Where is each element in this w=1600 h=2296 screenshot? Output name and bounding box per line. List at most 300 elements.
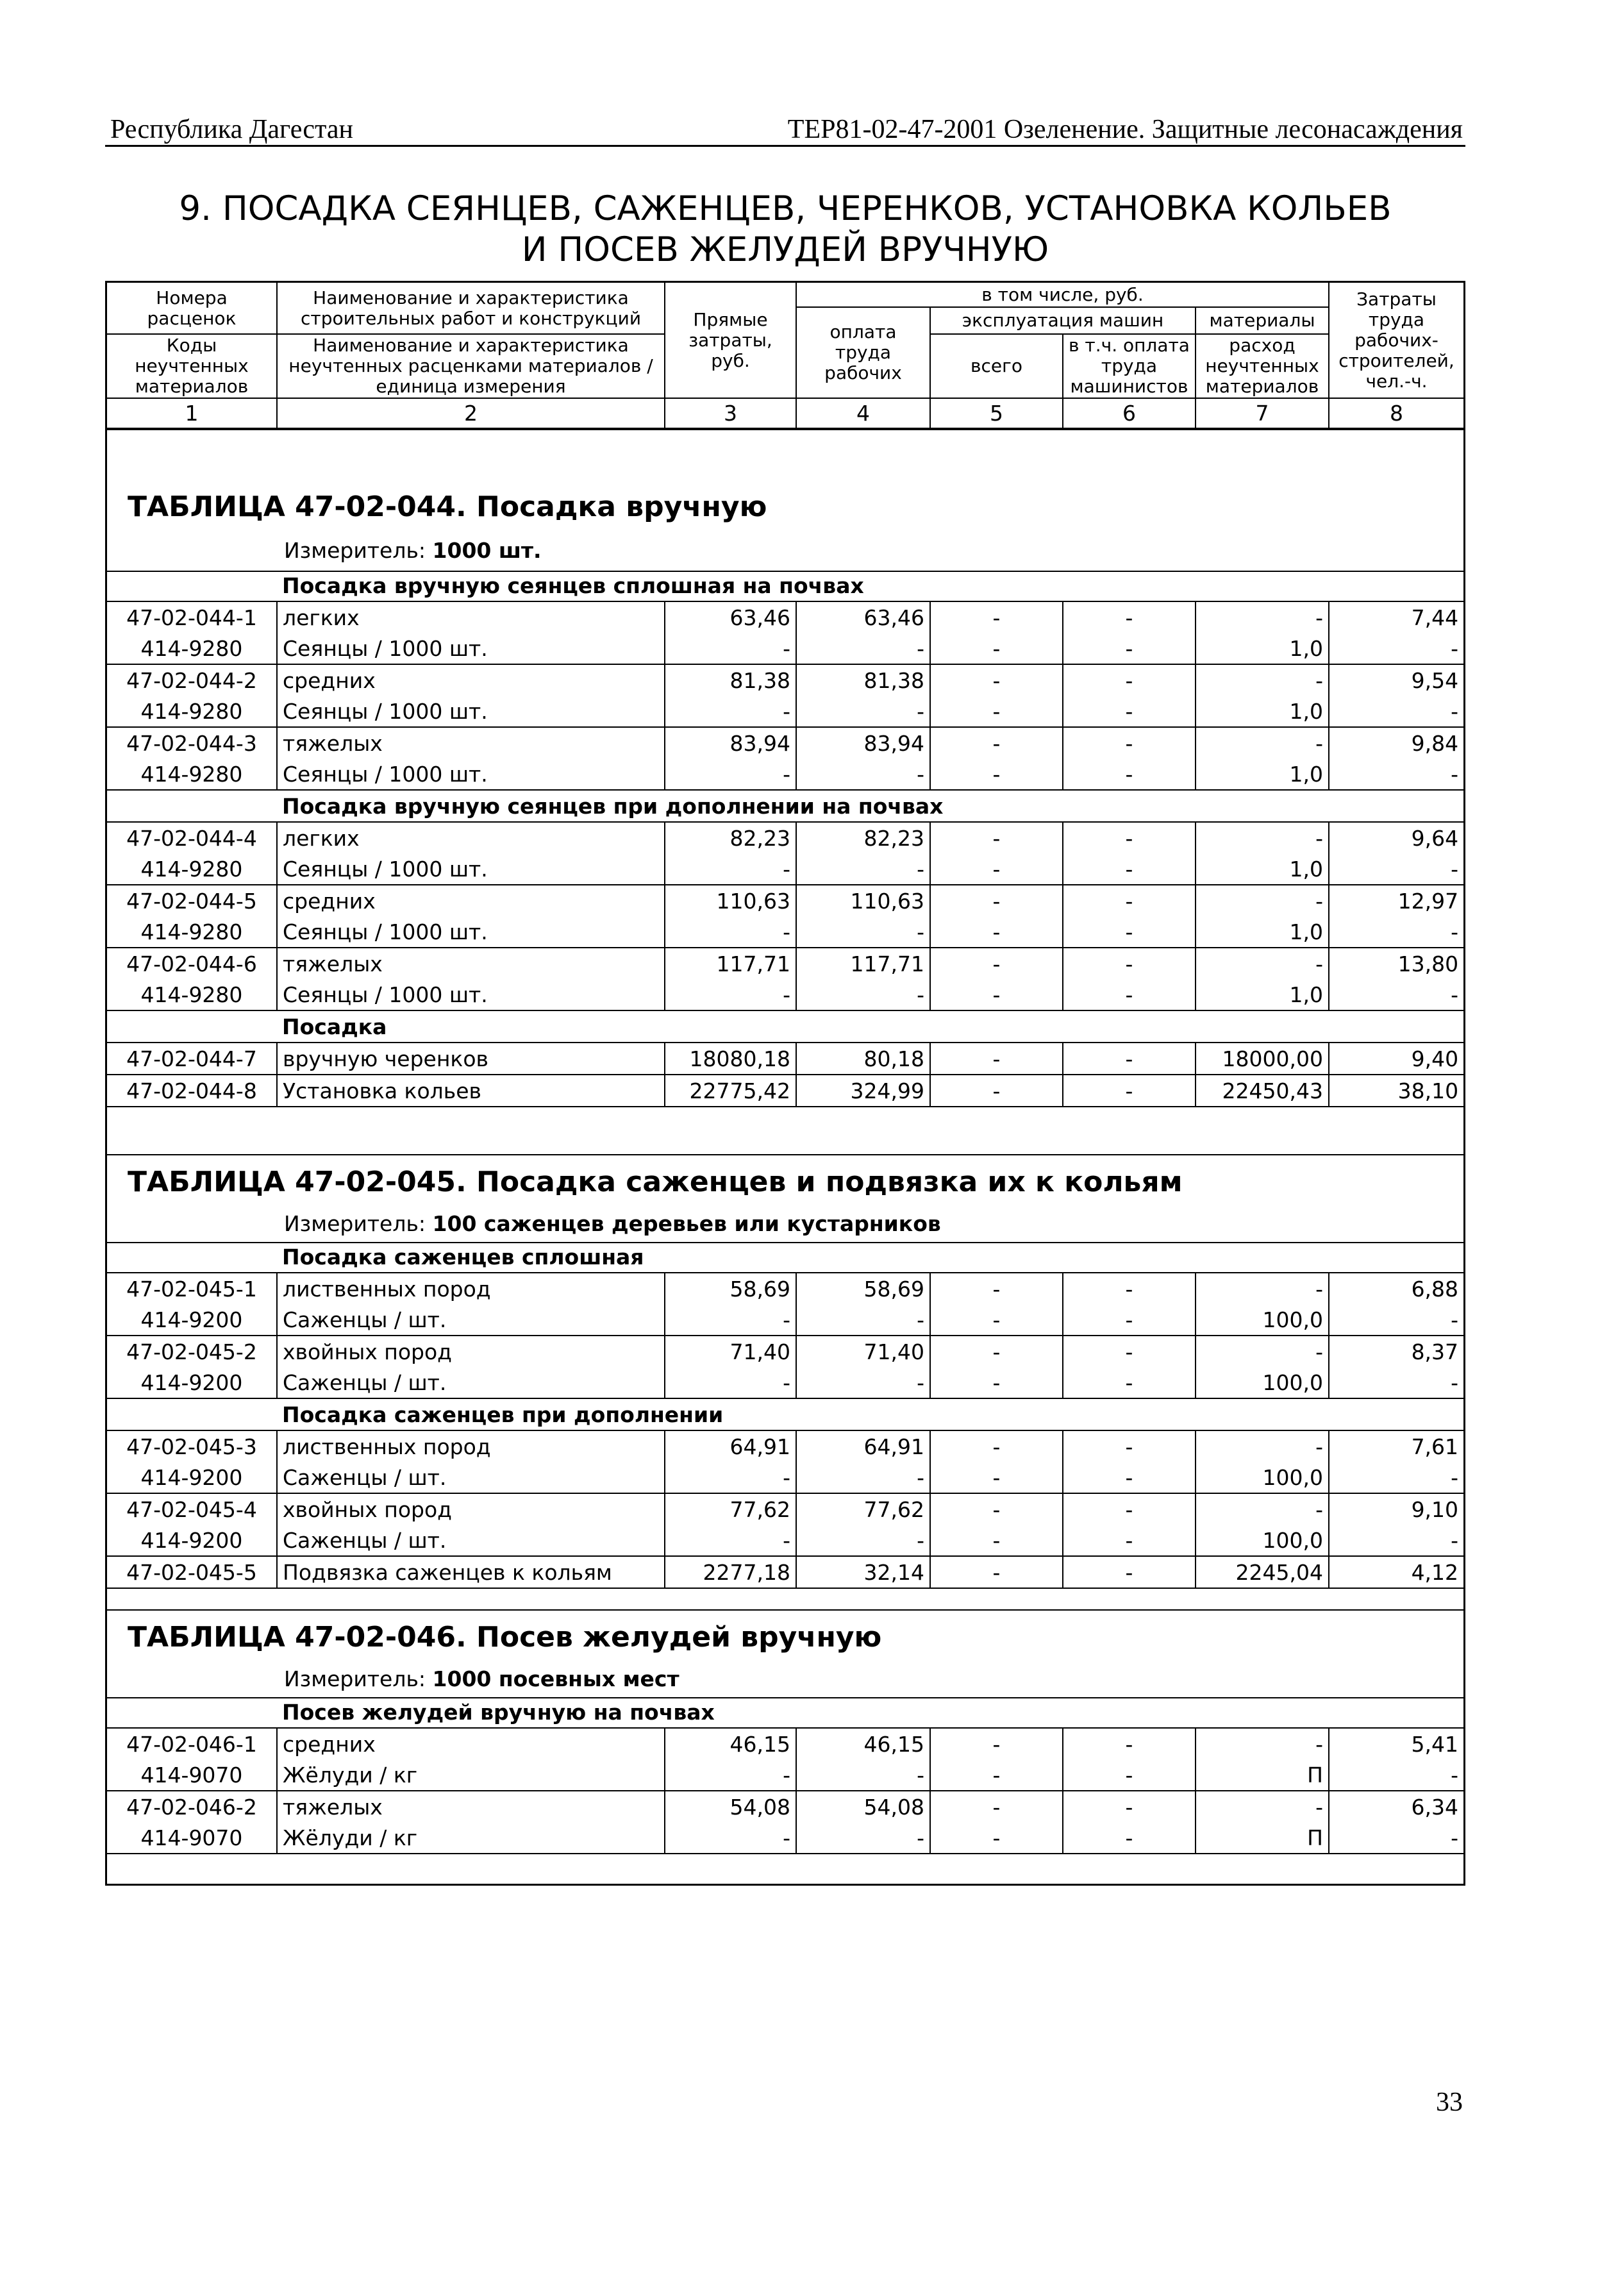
labor-costs: 8,37 xyxy=(1329,1336,1463,1367)
machinist-pay: - xyxy=(1063,1525,1196,1556)
machines-total: - xyxy=(930,1043,1063,1075)
direct-costs: 54,08 xyxy=(665,1791,796,1822)
col-machines-header: эксплуатация машин xyxy=(930,307,1196,334)
labor-costs: - xyxy=(1329,633,1463,664)
direct-costs: - xyxy=(665,1525,796,1556)
item-name: тяжелых xyxy=(277,948,665,979)
item-name: лиственных пород xyxy=(277,1273,665,1304)
labor-costs: - xyxy=(1329,758,1463,790)
item-name: Саженцы / шт. xyxy=(277,1367,665,1398)
machines-total: - xyxy=(930,758,1063,790)
rate-row xyxy=(107,727,1463,758)
worker-pay: - xyxy=(796,696,930,727)
column-header xyxy=(107,283,1463,430)
material-usage: - xyxy=(1196,885,1329,916)
rate-row xyxy=(107,1043,1463,1075)
rate-code: 414-9280 xyxy=(107,696,277,727)
labor-costs: 9,84 xyxy=(1329,727,1463,758)
col-material-codes-header: Коды неучтенных материалов xyxy=(107,334,277,398)
machines-total: - xyxy=(930,1556,1063,1588)
machinist-pay: - xyxy=(1063,1043,1196,1075)
direct-costs: - xyxy=(665,633,796,664)
machines-total: - xyxy=(930,1367,1063,1398)
column-number-1: 1 xyxy=(107,398,277,429)
rate-code: 47-02-044-7 xyxy=(107,1043,277,1075)
worker-pay: - xyxy=(796,916,930,948)
item-name: Сеянцы / 1000 шт. xyxy=(277,916,665,948)
material-usage: - xyxy=(1196,727,1329,758)
material-usage: 100,0 xyxy=(1196,1304,1329,1336)
labor-costs: 13,80 xyxy=(1329,948,1463,979)
labor-costs: - xyxy=(1329,1822,1463,1854)
item-name: хвойных пород xyxy=(277,1336,665,1367)
item-name: лиственных пород xyxy=(277,1430,665,1462)
rate-code: 47-02-045-2 xyxy=(126,1339,257,1364)
page-number: 33 xyxy=(1436,2088,1463,2117)
worker-pay: - xyxy=(796,1822,930,1854)
material-row xyxy=(107,1525,1463,1556)
material-row xyxy=(107,1367,1463,1398)
rates-block-таблица-47-02-046 xyxy=(107,1697,1463,1854)
rate-code: 414-9200 xyxy=(107,1367,277,1398)
worker-pay: 46,15 xyxy=(796,1728,930,1759)
subheading: Посадка саженцев сплошная xyxy=(277,1241,1463,1273)
measurement-value: 1000 посевных мест xyxy=(432,1666,679,1691)
machines-total: - xyxy=(930,633,1063,664)
subheading-spacer xyxy=(107,570,277,601)
material-usage: - xyxy=(1196,1336,1329,1367)
material-row xyxy=(107,916,1463,948)
page-header-left: Республика Дагестан xyxy=(110,115,354,144)
item-name: Сеянцы / 1000 шт. xyxy=(277,758,665,790)
table-separator-rule xyxy=(107,1154,1463,1155)
rate-code: 414-9280 xyxy=(107,633,277,664)
worker-pay: 54,08 xyxy=(796,1791,930,1822)
page-header-right: ТЕР81-02-47-2001 Озеленение. Защитные лесонасаждения xyxy=(787,115,1463,144)
machinist-pay: - xyxy=(1063,1336,1196,1367)
direct-costs: 64,91 xyxy=(665,1430,796,1462)
rate-code: 414-9200 xyxy=(107,1525,277,1556)
labor-costs: 12,97 xyxy=(1329,885,1463,916)
direct-costs: - xyxy=(665,696,796,727)
labor-costs: 6,34 xyxy=(1329,1791,1463,1822)
direct-costs: 81,38 xyxy=(665,664,796,696)
labor-costs: - xyxy=(1329,1304,1463,1336)
worker-pay: 63,46 xyxy=(796,601,930,633)
section-title xyxy=(105,189,1465,271)
direct-costs: 83,94 xyxy=(665,727,796,758)
item-name: Жёлуди / кг xyxy=(277,1822,665,1854)
direct-costs: 110,63 xyxy=(665,885,796,916)
machines-total: - xyxy=(930,664,1063,696)
column-number-3: 3 xyxy=(665,398,796,429)
worker-pay: 80,18 xyxy=(796,1043,930,1075)
item-name: Саженцы / шт. xyxy=(277,1525,665,1556)
column-number-4: 4 xyxy=(796,398,930,429)
rate-code: 414-9070 xyxy=(107,1759,277,1791)
rate-row xyxy=(107,1791,1463,1822)
material-usage: П xyxy=(1196,1822,1329,1854)
direct-costs: - xyxy=(665,916,796,948)
subheading-spacer xyxy=(107,1010,277,1043)
table-heading: ТАБЛИЦА 47-02-045. Посадка саженцев и подвязка их к кольям xyxy=(128,1166,1183,1198)
machinist-pay: - xyxy=(1063,1304,1196,1336)
rate-code: 47-02-045-4 xyxy=(126,1496,257,1522)
machines-total: - xyxy=(930,1728,1063,1759)
measurement-unit xyxy=(284,538,542,563)
direct-costs: 71,40 xyxy=(665,1336,796,1367)
col-including-header: в том числе, руб. xyxy=(796,283,1329,307)
column-number-5: 5 xyxy=(930,398,1063,429)
rate-row xyxy=(107,1728,1463,1759)
machines-total: - xyxy=(930,853,1063,885)
material-usage: - xyxy=(1196,1493,1329,1525)
labor-costs: 9,10 xyxy=(1329,1493,1463,1525)
labor-costs: - xyxy=(1329,979,1463,1010)
direct-costs: 77,62 xyxy=(665,1493,796,1525)
rate-row xyxy=(107,1273,1463,1304)
direct-costs: - xyxy=(665,1759,796,1791)
material-usage: - xyxy=(1196,664,1329,696)
material-usage: 22450,43 xyxy=(1196,1075,1329,1107)
rate-code: 47-02-044-6 xyxy=(126,951,257,976)
material-usage: 1,0 xyxy=(1196,979,1329,1010)
worker-pay: 110,63 xyxy=(796,885,930,916)
worker-pay: 71,40 xyxy=(796,1336,930,1367)
rate-code: 47-02-046-2 xyxy=(126,1794,257,1820)
material-usage: 100,0 xyxy=(1196,1462,1329,1493)
rate-code: 414-9280 xyxy=(107,916,277,948)
direct-costs: - xyxy=(665,1462,796,1493)
item-name: Установка кольев xyxy=(277,1075,665,1107)
labor-costs: - xyxy=(1329,1367,1463,1398)
subheading-spacer xyxy=(107,790,277,822)
material-row xyxy=(107,1822,1463,1854)
machines-total: - xyxy=(930,1430,1063,1462)
material-usage: 18000,00 xyxy=(1196,1043,1329,1075)
machinist-pay: - xyxy=(1063,1075,1196,1107)
labor-costs: 9,40 xyxy=(1329,1043,1463,1075)
measurement-label: Измеритель: xyxy=(284,1666,426,1691)
col-direct-costs-header: Прямые затраты, руб. xyxy=(665,283,796,398)
measurement-unit xyxy=(284,1666,679,1691)
labor-costs: 5,41 xyxy=(1329,1728,1463,1759)
labor-costs: 6,88 xyxy=(1329,1273,1463,1304)
machines-total: - xyxy=(930,1525,1063,1556)
machinist-pay: - xyxy=(1063,1728,1196,1759)
machinist-pay: - xyxy=(1063,1367,1196,1398)
material-row xyxy=(107,1759,1463,1791)
material-usage: 1,0 xyxy=(1196,916,1329,948)
measurement-value: 1000 шт. xyxy=(432,538,542,563)
rate-row xyxy=(107,1075,1463,1107)
rate-code: 47-02-044-5 xyxy=(126,888,257,914)
rate-code: 47-02-045-3 xyxy=(126,1434,257,1459)
item-name: хвойных пород xyxy=(277,1493,665,1525)
machinist-pay: - xyxy=(1063,1430,1196,1462)
subheading: Посадка вручную сеянцев сплошная на почвах xyxy=(277,570,1463,601)
machinist-pay: - xyxy=(1063,727,1196,758)
labor-costs: - xyxy=(1329,696,1463,727)
col-materials-header: материалы xyxy=(1196,307,1329,334)
section-title-line-2: И ПОСЕВ ЖЕЛУДЕЙ ВРУЧНУЮ xyxy=(521,230,1049,269)
measurement-unit xyxy=(284,1211,941,1236)
col-material-usage-header: расход неучтенных материалов xyxy=(1196,334,1329,398)
labor-costs: 4,12 xyxy=(1329,1556,1463,1588)
rate-row xyxy=(107,822,1463,853)
subheading-row xyxy=(107,1697,1463,1728)
direct-costs: - xyxy=(665,1304,796,1336)
labor-costs: 9,54 xyxy=(1329,664,1463,696)
worker-pay: - xyxy=(796,1462,930,1493)
machines-total: - xyxy=(930,948,1063,979)
material-row xyxy=(107,696,1463,727)
labor-costs: - xyxy=(1329,853,1463,885)
machinist-pay: - xyxy=(1063,1462,1196,1493)
subheading-row xyxy=(107,1010,1463,1043)
machinist-pay: - xyxy=(1063,1822,1196,1854)
labor-costs: 7,61 xyxy=(1329,1430,1463,1462)
material-usage: - xyxy=(1196,601,1329,633)
worker-pay: - xyxy=(796,1759,930,1791)
direct-costs: 82,23 xyxy=(665,822,796,853)
worker-pay: - xyxy=(796,633,930,664)
item-name: Саженцы / шт. xyxy=(277,1462,665,1493)
machinist-pay: - xyxy=(1063,758,1196,790)
material-usage: 2245,04 xyxy=(1196,1556,1329,1588)
labor-costs: - xyxy=(1329,1525,1463,1556)
material-usage: 1,0 xyxy=(1196,633,1329,664)
subheading: Посадка xyxy=(277,1010,1463,1043)
machinist-pay: - xyxy=(1063,664,1196,696)
worker-pay: 117,71 xyxy=(796,948,930,979)
measurement-value: 100 саженцев деревьев или кустарников xyxy=(432,1211,941,1236)
item-name: тяжелых xyxy=(277,727,665,758)
item-name: средних xyxy=(277,1728,665,1759)
labor-costs: - xyxy=(1329,1759,1463,1791)
machinist-pay: - xyxy=(1063,853,1196,885)
rate-code: 47-02-046-1 xyxy=(126,1731,257,1757)
machinist-pay: - xyxy=(1063,633,1196,664)
table-heading: ТАБЛИЦА 47-02-044. Посадка вручную xyxy=(128,490,767,523)
material-usage: П xyxy=(1196,1759,1329,1791)
direct-costs: - xyxy=(665,758,796,790)
machinist-pay: - xyxy=(1063,696,1196,727)
subheading-row xyxy=(107,1241,1463,1273)
subheading-spacer xyxy=(107,1241,277,1273)
machines-total: - xyxy=(930,601,1063,633)
machines-total: - xyxy=(930,916,1063,948)
material-usage: - xyxy=(1196,1430,1329,1462)
machines-total: - xyxy=(930,1462,1063,1493)
material-usage: - xyxy=(1196,948,1329,979)
col-machinist-pay-header: в т.ч. оплата труда машинистов xyxy=(1063,334,1196,398)
machines-total: - xyxy=(930,727,1063,758)
column-numbers-row xyxy=(107,398,1463,429)
material-row xyxy=(107,1304,1463,1336)
item-name: Саженцы / шт. xyxy=(277,1304,665,1336)
item-name: легких xyxy=(277,822,665,853)
rate-row xyxy=(107,601,1463,633)
material-row xyxy=(107,758,1463,790)
material-usage: 1,0 xyxy=(1196,758,1329,790)
direct-costs: 46,15 xyxy=(665,1728,796,1759)
labor-costs: 38,10 xyxy=(1329,1075,1463,1107)
subheading: Посадка вручную сеянцев при дополнении на почвах xyxy=(277,790,1463,822)
material-usage: 100,0 xyxy=(1196,1525,1329,1556)
machines-total: - xyxy=(930,822,1063,853)
direct-costs: 63,46 xyxy=(665,601,796,633)
col-rate-number-header: Номера расценок xyxy=(107,283,277,334)
measurement-label: Измеритель: xyxy=(284,538,426,563)
machines-total: - xyxy=(930,1822,1063,1854)
direct-costs: 22775,42 xyxy=(665,1075,796,1107)
rate-code: 47-02-044-3 xyxy=(126,730,257,756)
rate-code: 414-9280 xyxy=(107,853,277,885)
worker-pay: 32,14 xyxy=(796,1556,930,1588)
machines-total: - xyxy=(930,1075,1063,1107)
rate-code: 47-02-044-1 xyxy=(126,605,257,630)
machines-total: - xyxy=(930,979,1063,1010)
machinist-pay: - xyxy=(1063,1493,1196,1525)
labor-costs: - xyxy=(1329,916,1463,948)
labor-costs: 7,44 xyxy=(1329,601,1463,633)
machines-total: - xyxy=(930,1273,1063,1304)
machines-total: - xyxy=(930,696,1063,727)
labor-costs: 9,64 xyxy=(1329,822,1463,853)
subheading: Посев желудей вручную на почвах xyxy=(277,1697,1463,1728)
direct-costs: - xyxy=(665,1822,796,1854)
table-separator-rule xyxy=(107,1609,1463,1611)
section-title-line-1: 9. ПОСАДКА СЕЯНЦЕВ, САЖЕНЦЕВ, ЧЕРЕНКОВ, УСТАНОВКА КОЛЬЕВ xyxy=(179,189,1392,228)
machinist-pay: - xyxy=(1063,885,1196,916)
worker-pay: 324,99 xyxy=(796,1075,930,1107)
material-usage: - xyxy=(1196,1791,1329,1822)
material-usage: 100,0 xyxy=(1196,1367,1329,1398)
machinist-pay: - xyxy=(1063,1759,1196,1791)
rate-row xyxy=(107,948,1463,979)
rate-row xyxy=(107,1336,1463,1367)
subheading-spacer xyxy=(107,1697,277,1728)
worker-pay: - xyxy=(796,758,930,790)
rate-code: 414-9200 xyxy=(107,1304,277,1336)
rate-code: 47-02-045-5 xyxy=(107,1556,277,1588)
worker-pay: 58,69 xyxy=(796,1273,930,1304)
worker-pay: - xyxy=(796,1367,930,1398)
material-row xyxy=(107,853,1463,885)
rate-code: 47-02-044-4 xyxy=(126,825,257,851)
item-name: Сеянцы / 1000 шт. xyxy=(277,853,665,885)
item-name: средних xyxy=(277,664,665,696)
material-row xyxy=(107,633,1463,664)
col-worker-pay-header: оплата труда рабочих xyxy=(796,307,930,398)
rates-block-таблица-47-02-045 xyxy=(107,1241,1463,1589)
item-name: вручную черенков xyxy=(277,1043,665,1075)
direct-costs: - xyxy=(665,853,796,885)
column-number-6: 6 xyxy=(1063,398,1196,429)
rate-row xyxy=(107,1556,1463,1588)
table-heading: ТАБЛИЦА 47-02-046. Посев желудей вручную xyxy=(128,1621,882,1654)
item-name: Жёлуди / кг xyxy=(277,1759,665,1791)
subheading: Посадка саженцев при дополнении xyxy=(277,1398,1463,1430)
worker-pay: - xyxy=(796,853,930,885)
header-rule xyxy=(105,145,1465,147)
item-name: Сеянцы / 1000 шт. xyxy=(277,696,665,727)
rate-code: 47-02-045-1 xyxy=(126,1276,257,1302)
direct-costs: 2277,18 xyxy=(665,1556,796,1588)
rate-code: 414-9280 xyxy=(107,979,277,1010)
worker-pay: - xyxy=(796,1304,930,1336)
item-name: средних xyxy=(277,885,665,916)
material-row xyxy=(107,979,1463,1010)
material-usage: - xyxy=(1196,1728,1329,1759)
direct-costs: - xyxy=(665,1367,796,1398)
machines-total: - xyxy=(930,1336,1063,1367)
worker-pay: 83,94 xyxy=(796,727,930,758)
machinist-pay: - xyxy=(1063,1273,1196,1304)
column-number-7: 7 xyxy=(1196,398,1329,429)
machines-total: - xyxy=(930,885,1063,916)
subheading-spacer xyxy=(107,1398,277,1430)
material-row xyxy=(107,1462,1463,1493)
direct-costs: - xyxy=(665,979,796,1010)
worker-pay: - xyxy=(796,1525,930,1556)
machines-total: - xyxy=(930,1791,1063,1822)
material-usage: - xyxy=(1196,1273,1329,1304)
machinist-pay: - xyxy=(1063,948,1196,979)
subheading-row xyxy=(107,1398,1463,1430)
rates-block-таблица-47-02-044 xyxy=(107,570,1463,1107)
worker-pay: 81,38 xyxy=(796,664,930,696)
col-material-name-header: Наименование и характеристика неучтенных расценками материалов / единица измерения xyxy=(277,334,665,398)
col-labor-costs-header: Затраты труда рабочих-строителей, чел.-ч. xyxy=(1329,283,1463,398)
material-usage: 1,0 xyxy=(1196,696,1329,727)
rate-row xyxy=(107,885,1463,916)
direct-costs: 58,69 xyxy=(665,1273,796,1304)
column-number-2: 2 xyxy=(277,398,665,429)
machinist-pay: - xyxy=(1063,1556,1196,1588)
rate-code: 414-9070 xyxy=(107,1822,277,1854)
subheading-row xyxy=(107,570,1463,601)
rate-row xyxy=(107,664,1463,696)
worker-pay: 82,23 xyxy=(796,822,930,853)
rates-table xyxy=(105,281,1465,1886)
labor-costs: - xyxy=(1329,1462,1463,1493)
rate-code: 47-02-044-8 xyxy=(107,1075,277,1107)
item-name: Сеянцы / 1000 шт. xyxy=(277,979,665,1010)
machines-total: - xyxy=(930,1759,1063,1791)
machinist-pay: - xyxy=(1063,916,1196,948)
worker-pay: 77,62 xyxy=(796,1493,930,1525)
item-name: Подвязка саженцев к кольям xyxy=(277,1556,665,1588)
item-name: Сеянцы / 1000 шт. xyxy=(277,633,665,664)
col-machines-total-header: всего xyxy=(930,334,1063,398)
direct-costs: 117,71 xyxy=(665,948,796,979)
direct-costs: 18080,18 xyxy=(665,1043,796,1075)
measurement-label: Измеритель: xyxy=(284,1211,426,1236)
worker-pay: - xyxy=(796,979,930,1010)
col-work-name-header: Наименование и характеристика строительных работ и конструкций xyxy=(277,283,665,334)
item-name: легких xyxy=(277,601,665,633)
rate-code: 414-9280 xyxy=(107,758,277,790)
machinist-pay: - xyxy=(1063,822,1196,853)
rate-code: 47-02-044-2 xyxy=(126,667,257,693)
material-usage: 1,0 xyxy=(1196,853,1329,885)
material-usage: - xyxy=(1196,822,1329,853)
machines-total: - xyxy=(930,1493,1063,1525)
worker-pay: 64,91 xyxy=(796,1430,930,1462)
machinist-pay: - xyxy=(1063,601,1196,633)
